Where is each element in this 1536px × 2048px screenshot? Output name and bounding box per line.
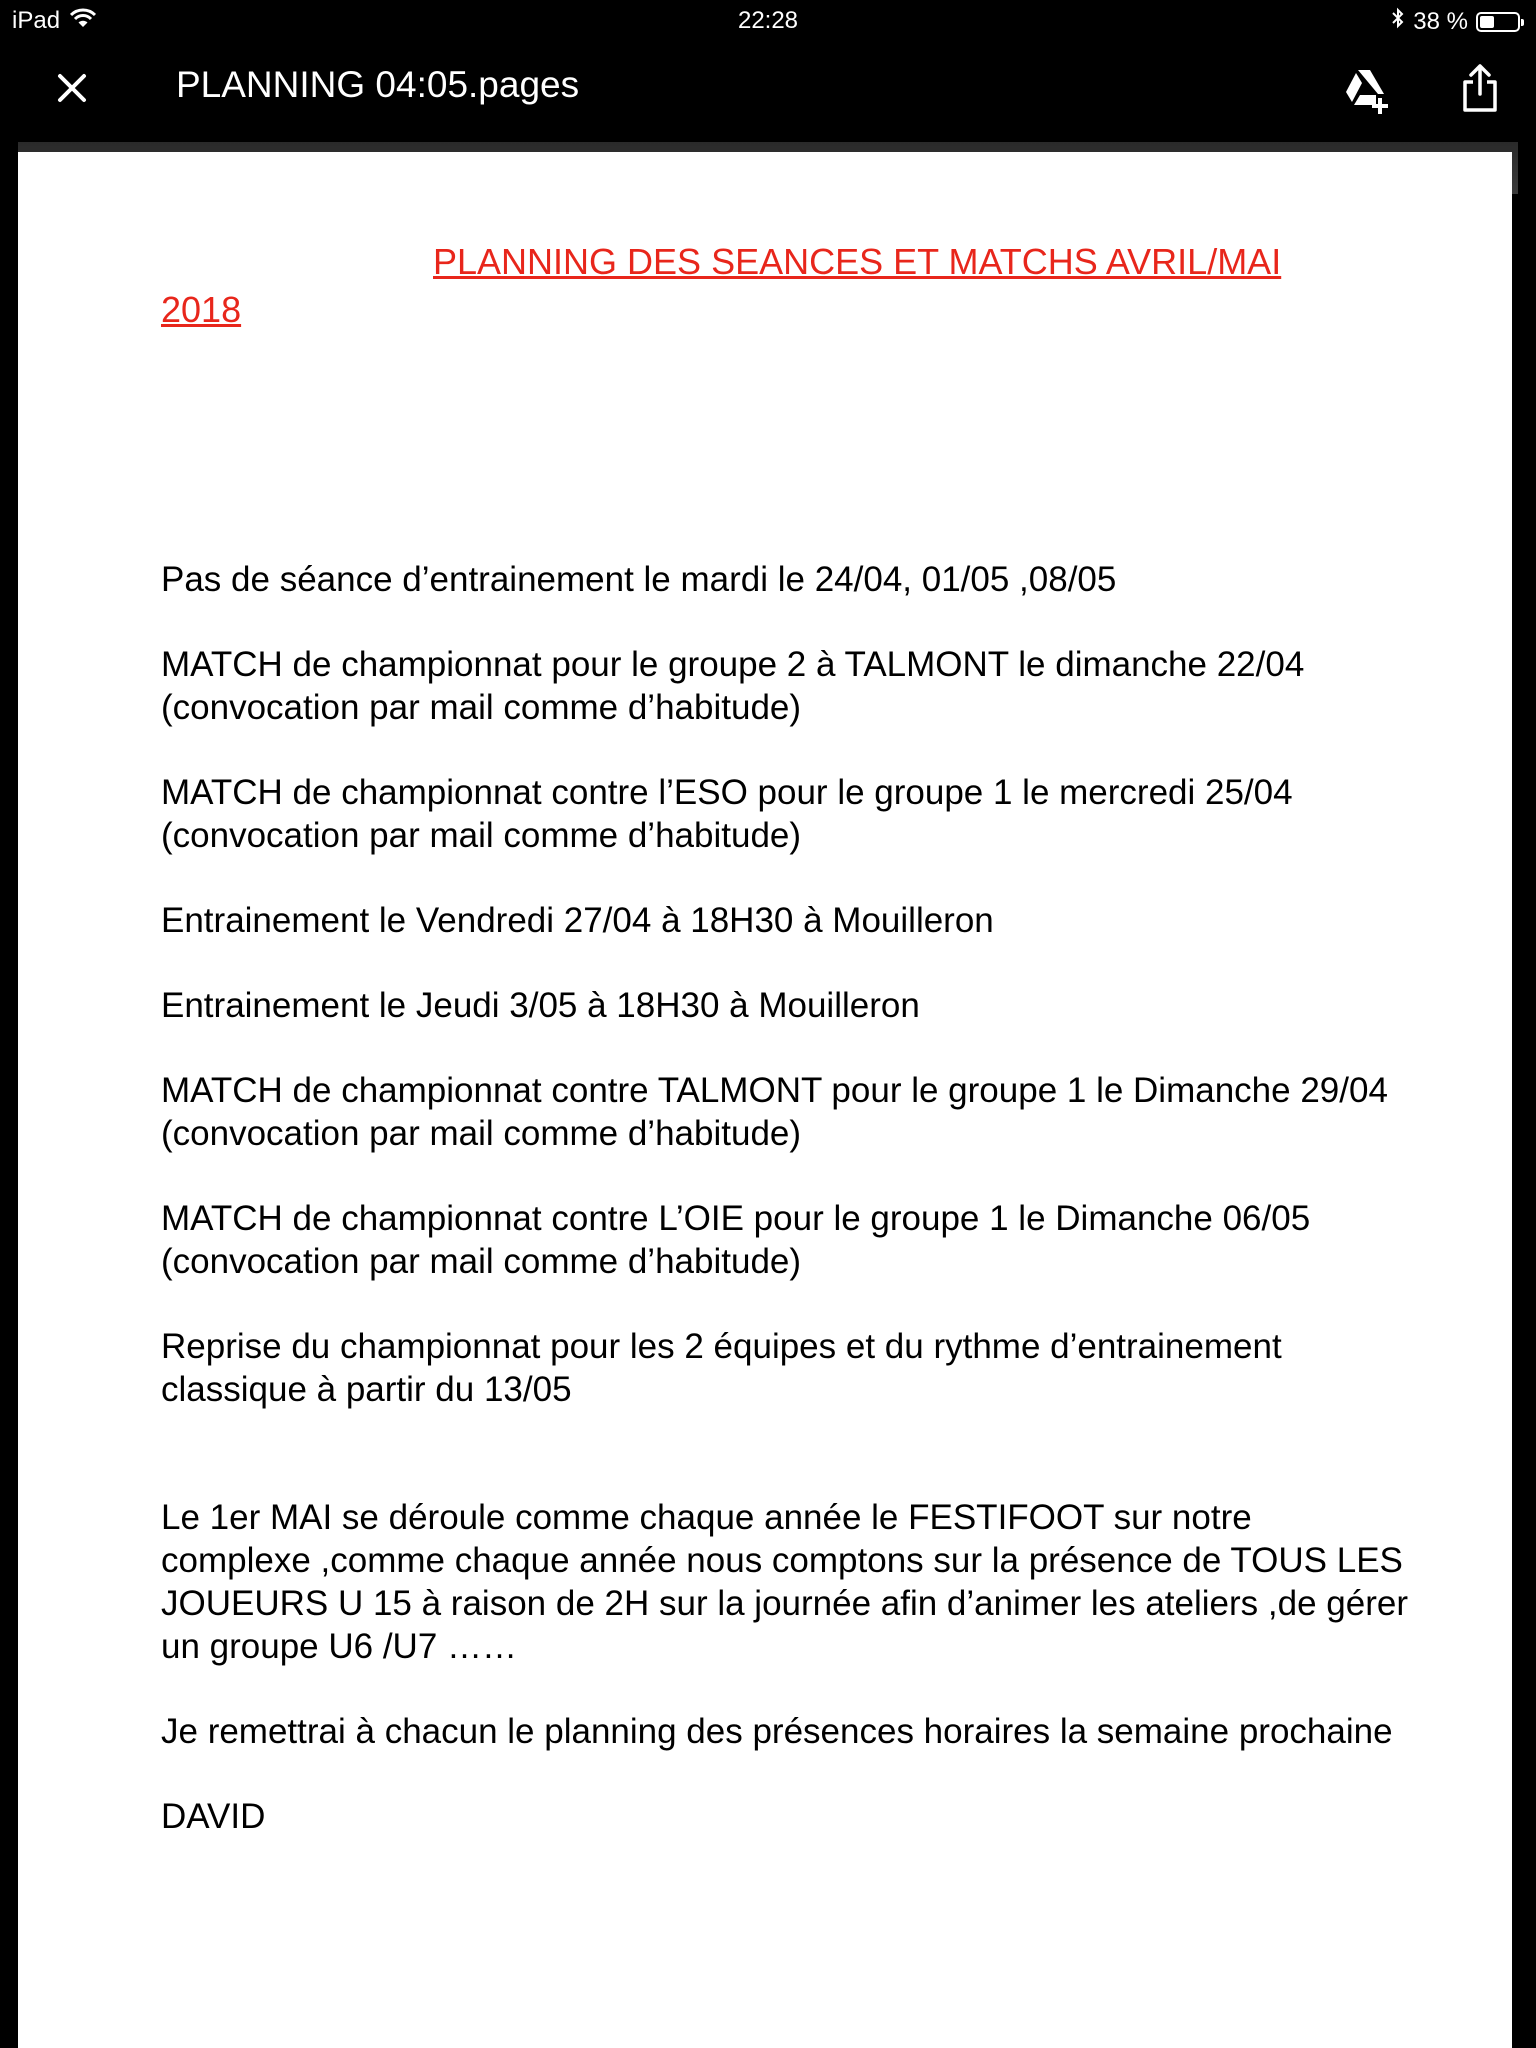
paragraph-match-talmont-group1: MATCH de championnat contre TALMONT pour le groupe 1 le Dimanche 29/04 (convocation par mail comme d’habitude)	[161, 1071, 1388, 1153]
bluetooth-icon	[1391, 7, 1405, 36]
document-page[interactable]	[18, 152, 1512, 2048]
share-button[interactable]	[1460, 60, 1500, 116]
status-time: 22:28	[737, 7, 799, 34]
battery-percent: 38 %	[1413, 7, 1468, 35]
google-drive-add-icon	[1340, 62, 1396, 118]
paragraph-match-loie: MATCH de championnat contre L’OIE pour le groupe 1 le Dimanche 06/05 (convocation par mail comme d’habitude)	[161, 1199, 1311, 1281]
status-right	[1391, 7, 1520, 36]
paragraph-championship-resume: Reprise du championnat pour les 2 équipes et du rythme d’entrainement classique à partir du 13/05	[161, 1327, 1282, 1409]
document-heading: PLANNING DES SEANCES ET MATCHS AVRIL/MAI 2018	[161, 241, 1282, 330]
paragraph-no-training: Pas de séance d’entrainement le mardi le 24/04, 01/05 ,08/05	[161, 560, 1117, 599]
status-bar	[0, 0, 1536, 42]
signature: DAVID	[161, 1797, 266, 1836]
share-icon	[1460, 60, 1500, 116]
battery-level-fill	[1480, 16, 1494, 28]
battery-icon	[1476, 12, 1520, 32]
paragraph-training-thursday: Entrainement le Jeudi 3/05 à 18H30 à Mouilleron	[161, 986, 920, 1025]
close-icon	[52, 68, 92, 108]
add-to-drive-button[interactable]	[1340, 62, 1396, 118]
document-toolbar	[0, 42, 1536, 150]
device-name: iPad	[12, 7, 61, 34]
document-body	[161, 558, 1411, 1880]
document-title: PLANNING 04:05.pages	[176, 64, 580, 105]
paragraph-planning-next-week: Je remettrai à chacun le planning des présences horaires la semaine prochaine	[161, 1712, 1393, 1751]
paragraph-training-friday: Entrainement le Vendredi 27/04 à 18H30 à Mouilleron	[161, 901, 994, 940]
paragraph-festifoot: Le 1er MAI se déroule comme chaque année le FESTIFOOT sur notre complexe ,comme chaque année nous comptons sur la présence de TOUS LES JOUEURS U 15 à raison de 2H sur la journée afin d’animer les ateliers ,de gérer un groupe U6 /U7 ……	[161, 1498, 1408, 1666]
close-button[interactable]	[52, 68, 92, 108]
paragraph-match-group2-talmont: MATCH de championnat pour le groupe 2 à TALMONT le dimanche 22/04 (convocation par mail comme d’habitude)	[161, 645, 1305, 727]
paragraph-match-eso: MATCH de championnat contre l’ESO pour le groupe 1 le mercredi 25/04 (convocation par mail comme d’habitude)	[161, 773, 1293, 855]
